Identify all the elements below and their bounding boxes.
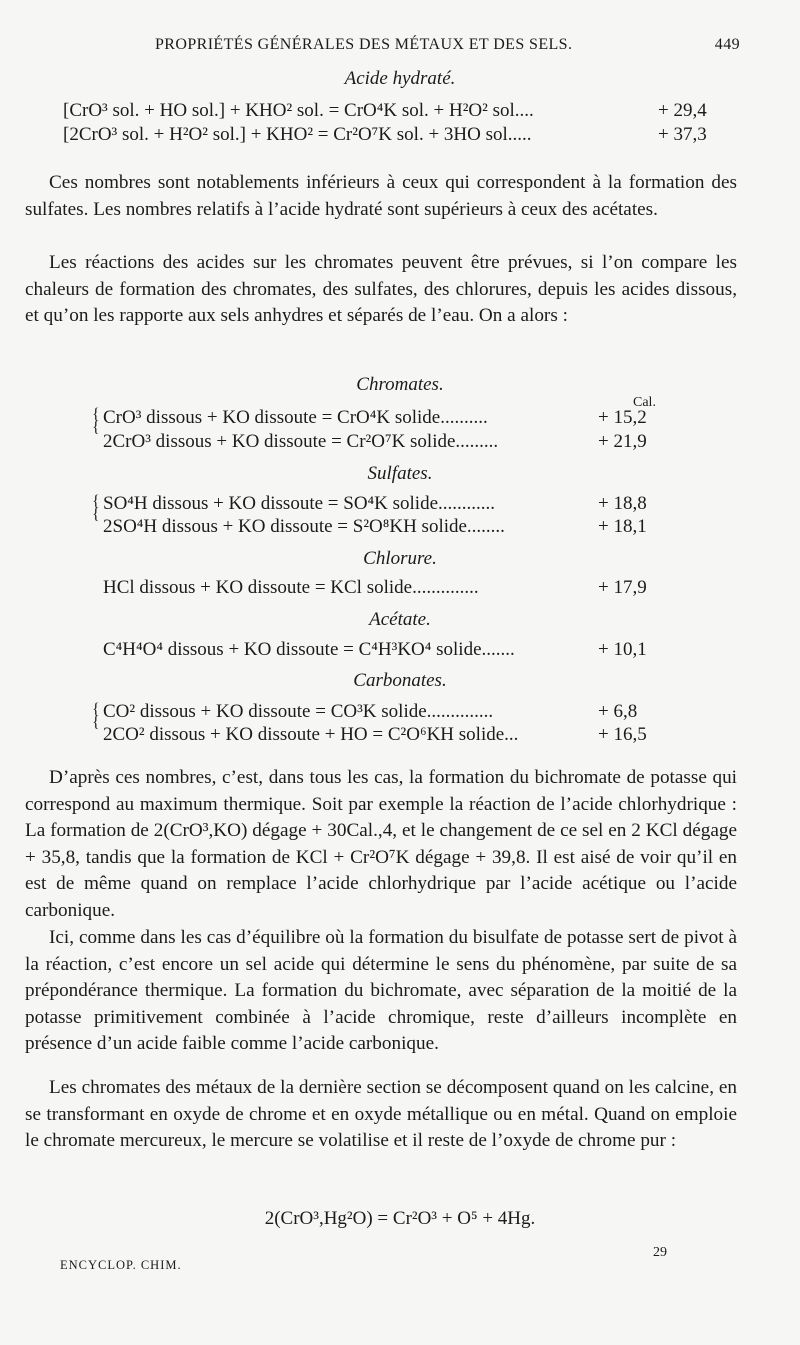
section-title-acetate: Acétate.: [369, 609, 431, 630]
brace-chromates: { {: [92, 406, 100, 436]
chromates-line-1: CrO³ dissous + KO dissoute = CrO⁴K solide..........: [103, 407, 488, 428]
chromates-line-2: 2CrO³ dissous + KO dissoute = Cr²O⁷K solide.........: [103, 431, 499, 452]
footer-encyclop: ENCYCLOP. CHIM.: [60, 1258, 182, 1272]
final-formula: 2(CrO³,Hg²O) = Cr²O³ + O⁵ + 4Hg.: [264, 1208, 536, 1229]
brace-carbonates: { {: [92, 701, 100, 731]
section-title-chlorure: Chlorure.: [363, 548, 437, 569]
carbonates-line-2: 2CO² dissous + KO dissoute + HO = C²O⁶KH solide...: [103, 724, 519, 745]
paragraph-1: Ces nombres sont notablements inférieurs à ceux qui correspondent à la formation des sulfates. Les nombres relatifs à l’acide hydraté sont supérieurs à ceux des acétates.: [25, 172, 737, 220]
sulfates-value-2: + 18,1: [598, 516, 647, 537]
cal-unit-label: Cal.: [633, 395, 656, 410]
acid-value-1: + 29,4: [658, 100, 707, 121]
acid-value-2: + 37,3: [658, 124, 707, 145]
paragraph-2: Les réactions des acides sur les chromates peuvent être prévues, si l’on compare les chaleurs de formation des chromates, des sulfates, des chlorures, depuis les acides dissous, et qu’on les rapporte aux sels anhydres et séparés de l’eau. On a alors :: [25, 252, 737, 327]
acid-hydrate-title: Acide hydraté.: [344, 68, 456, 89]
acid-equation-1: [63, 100, 534, 122]
chlorure-line-1: HCl dissous + KO dissoute = KCl solide..............: [103, 577, 479, 598]
chromates-value-1: + 15,2: [598, 407, 647, 428]
equation-lhs: [CrO³ sol. + HO sol.] + KHO² sol. = CrO⁴K sol. + H²O² sol....: [63, 100, 534, 121]
carbonates-line-1: CO² dissous + KO dissoute = CO³K solide..............: [103, 701, 494, 722]
sulfates-line-1: SO⁴H dissous + KO dissoute = SO⁴K solide............: [103, 493, 496, 514]
equation-lhs: [2CrO³ sol. + H²O² sol.] + KHO² = Cr²O⁷K sol. + 3HO sol.....: [63, 124, 532, 145]
header-title: PROPRIÉTÉS GÉNÉRALES DES MÉTAUX ET DES SELS.: [155, 36, 573, 53]
signature-number: 29: [653, 1245, 667, 1260]
acid-equation-2: [63, 124, 532, 146]
running-header: [155, 36, 740, 54]
section-title-chromates: Chromates.: [356, 374, 444, 395]
section-title-carbonates: Carbonates.: [353, 670, 447, 691]
section-title-sulfates: Sulfates.: [367, 463, 433, 484]
page-number: 449: [714, 36, 740, 53]
carbonates-value-1: + 6,8: [598, 701, 638, 722]
acetate-line-1: C⁴H⁴O⁴ dissous + KO dissoute = C⁴H³KO⁴ solide.......: [103, 639, 515, 660]
brace-sulfates: { {: [92, 493, 100, 523]
sulfates-line-2: 2SO⁴H dissous + KO dissoute = S²O⁸KH solide........: [103, 516, 505, 537]
paragraph-4: Ici, comme dans les cas d’équilibre où la formation du bisulfate de potasse sert de pivot à la réaction, c’est encore un sel acide qui détermine le sens du phénomène, par suite de sa prépondérance thermique. La formation du bichromate, avec séparation de la moitié de la potasse primitivement combinée à l’acide chromique, reste d’ailleurs incomplète en présence d’un acide faible comme l’acide carbonique.: [25, 927, 737, 1055]
chromates-value-2: + 21,9: [598, 431, 647, 452]
paragraph-5: Les chromates des métaux de la dernière section se décomposent quand on les calcine, en se transformant en oxyde de chrome et en oxyde métallique ou en métal. Quand on emploie le chromate mercureux, le mercure se volatilise et il reste de l’oxyde de chrome pur :: [25, 1077, 737, 1152]
paragraph-3: D’après ces nombres, c’est, dans tous les cas, la formation du bichromate de potasse qui correspond au maximum thermique. Soit par exemple la réaction de l’acide chlorhydrique : La formation de 2(CrO³,KO) dégage + 30Cal.,4, et le changement de ce sel en 2 KCl dégage + 35,8, tandis que la formation de KCl + Cr²O⁷K dégage + 39,8. Il est aisé de voir qu’il en est de même quand on remplace l’acide chlorhydrique par l’acide acétique ou l’acide carbonique.: [25, 767, 737, 921]
chlorure-value-1: + 17,9: [598, 577, 647, 598]
acetate-value-1: + 10,1: [598, 639, 647, 660]
sulfates-value-1: + 18,8: [598, 493, 647, 514]
carbonates-value-2: + 16,5: [598, 724, 647, 745]
